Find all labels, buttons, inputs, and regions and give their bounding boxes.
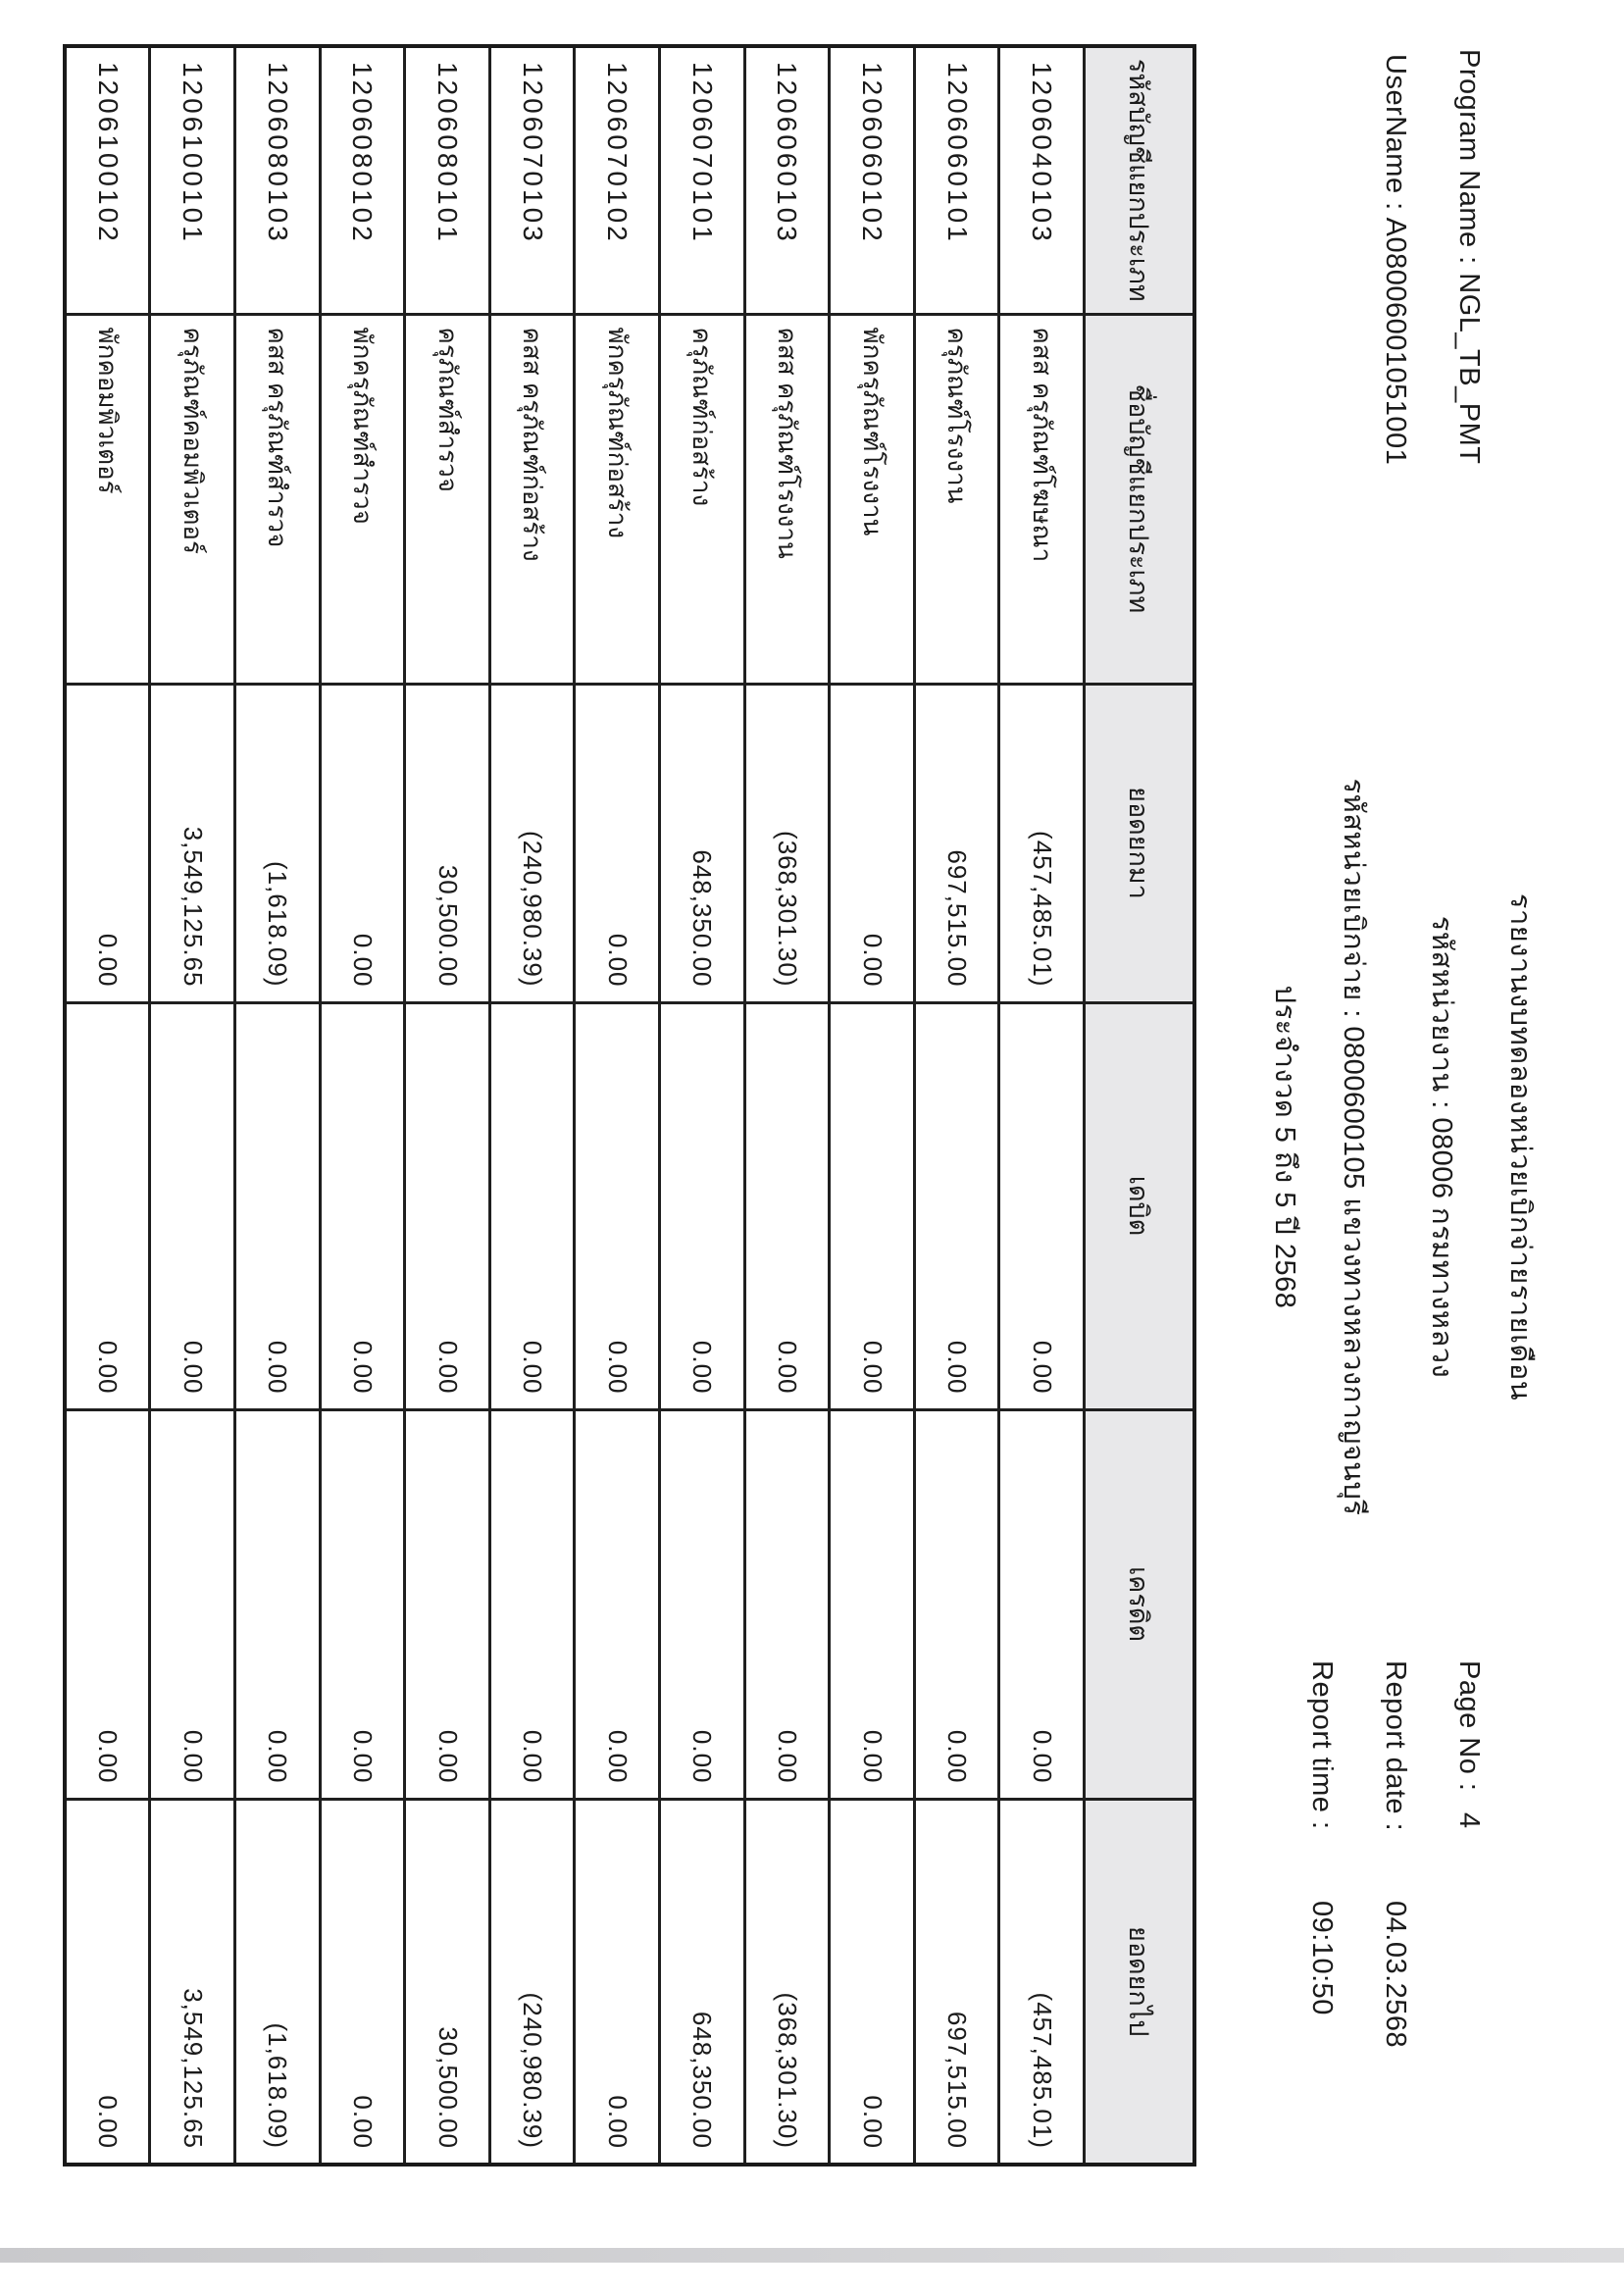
- page-no-value: 4: [1453, 1812, 1485, 1829]
- table-row: [830, 46, 915, 2165]
- period-line: ประจำงวด 5 ถึง 5 ปี 2568: [1269, 985, 1300, 1309]
- cell-debit: 0.00: [660, 1002, 745, 1409]
- cell-opening-balance: (457,485.01): [999, 684, 1085, 1002]
- cell-opening-balance: (368,301.30): [744, 684, 830, 1002]
- table-row: [405, 46, 490, 2165]
- cell-account-name: พักครุภัณฑ์โรงงาน: [830, 314, 915, 684]
- cell-credit: 0.00: [575, 1409, 660, 1799]
- cell-account-code: 1206060101: [914, 46, 999, 314]
- cell-account-name: ครุภัณฑ์คอมพิวเตอร์: [150, 314, 235, 684]
- table-row: [65, 46, 150, 2165]
- cell-opening-balance: 3,549,125.65: [150, 684, 235, 1002]
- table-row: [235, 46, 321, 2165]
- cell-account-name: พักครุภัณฑ์สำรวจ: [320, 314, 405, 684]
- cell-account-name: คสส ครุภัณฑ์สำรวจ: [235, 314, 321, 684]
- cell-account-name: พักครุภัณฑ์ก่อสร้าง: [575, 314, 660, 684]
- cell-debit: 0.00: [489, 1002, 575, 1409]
- cell-account-name: พักคอมพิวเตอร์: [65, 314, 150, 684]
- cell-credit: 0.00: [405, 1409, 490, 1799]
- cell-closing-balance: 0.00: [830, 1799, 915, 2165]
- table-body: [65, 46, 1085, 2165]
- cell-closing-balance: 3,549,125.65: [150, 1799, 235, 2165]
- col-header-opening-balance: ยอดยกมา: [1085, 684, 1195, 1002]
- cell-account-code: 1206070101: [660, 46, 745, 314]
- cell-account-name: คสส ครุภัณฑ์โฆษณา: [999, 314, 1085, 684]
- table-header-row: [1085, 46, 1195, 2165]
- col-header-closing-balance: ยอดยกไป: [1085, 1799, 1195, 2165]
- cell-debit: 0.00: [405, 1002, 490, 1409]
- table-row: [744, 46, 830, 2165]
- disbursement-unit-line: รหัสหน่วยเบิกจ่าย : 0800600105 แขวงทางหลวงกาญจนบุรี: [1338, 778, 1369, 1516]
- cell-account-code: 1206060102: [830, 46, 915, 314]
- table-header: [1085, 46, 1195, 2165]
- cell-credit: 0.00: [489, 1409, 575, 1799]
- cell-closing-balance: (368,301.30): [744, 1799, 830, 2165]
- cell-account-name: ครุภัณฑ์สำรวจ: [405, 314, 490, 684]
- trial-balance-table: [63, 44, 1196, 2167]
- cell-opening-balance: 648,350.00: [660, 684, 745, 1002]
- cell-credit: 0.00: [999, 1409, 1085, 1799]
- cell-opening-balance: 697,515.00: [914, 684, 999, 1002]
- cell-debit: 0.00: [744, 1002, 830, 1409]
- cell-closing-balance: 30,500.00: [405, 1799, 490, 2165]
- report-title: รายงานงบทดลองหน่วยเบิกจ่ายรายเดือน: [1504, 892, 1536, 1402]
- cell-credit: 0.00: [914, 1409, 999, 1799]
- cell-opening-balance: 0.00: [320, 684, 405, 1002]
- cell-closing-balance: 0.00: [65, 1799, 150, 2165]
- cell-account-code: 1206060103: [744, 46, 830, 314]
- report-time-label: Report time :: [1306, 1660, 1338, 1830]
- cell-closing-balance: 0.00: [320, 1799, 405, 2165]
- cell-debit: 0.00: [235, 1002, 321, 1409]
- cell-account-code: 1206100102: [65, 46, 150, 314]
- col-header-credit: เครดิต: [1085, 1409, 1195, 1799]
- col-header-account-code: รหัสบัญชีแยกประเภท: [1085, 46, 1195, 314]
- username-line: UserName : A08006001051001: [1380, 54, 1411, 466]
- cell-account-code: 1206080102: [320, 46, 405, 314]
- col-header-debit: เดบิต: [1085, 1002, 1195, 1409]
- scanner-artifact-band: [0, 2248, 1624, 2263]
- table-row: [150, 46, 235, 2165]
- cell-account-code: 1206080103: [235, 46, 321, 314]
- cell-opening-balance: 0.00: [830, 684, 915, 1002]
- cell-account-code: 1206070103: [489, 46, 575, 314]
- report-time-value: 09:10:50: [1306, 1901, 1338, 2015]
- cell-debit: 0.00: [830, 1002, 915, 1409]
- cell-debit: 0.00: [914, 1002, 999, 1409]
- cell-debit: 0.00: [575, 1002, 660, 1409]
- cell-credit: 0.00: [830, 1409, 915, 1799]
- table-row: [575, 46, 660, 2165]
- cell-credit: 0.00: [65, 1409, 150, 1799]
- report-date-label: Report date :: [1380, 1660, 1411, 1832]
- col-header-account-name: ชื่อบัญชีแยกประเภท: [1085, 314, 1195, 684]
- table-row: [320, 46, 405, 2165]
- cell-debit: 0.00: [999, 1002, 1085, 1409]
- cell-closing-balance: 697,515.00: [914, 1799, 999, 2165]
- cell-account-name: คสส ครุภัณฑ์ก่อสร้าง: [489, 314, 575, 684]
- cell-account-name: คสส ครุภัณฑ์โรงงาน: [744, 314, 830, 684]
- cell-closing-balance: 648,350.00: [660, 1799, 745, 2165]
- cell-credit: 0.00: [235, 1409, 321, 1799]
- cell-opening-balance: 0.00: [65, 684, 150, 1002]
- cell-debit: 0.00: [65, 1002, 150, 1409]
- program-name-line: Program Name : NGL_TB_PMT: [1453, 49, 1485, 465]
- cell-credit: 0.00: [660, 1409, 745, 1799]
- cell-account-name: ครุภัณฑ์ก่อสร้าง: [660, 314, 745, 684]
- page-no-label: Page No :: [1453, 1660, 1485, 1792]
- table-row: [914, 46, 999, 2165]
- table-row: [660, 46, 745, 2165]
- cell-credit: 0.00: [320, 1409, 405, 1799]
- unit-code-line: รหัสหน่วยงาน : 08006 กรมทางหลวง: [1426, 915, 1457, 1379]
- cell-opening-balance: 30,500.00: [405, 684, 490, 1002]
- cell-closing-balance: 0.00: [575, 1799, 660, 2165]
- cell-closing-balance: (240,980.39): [489, 1799, 575, 2165]
- cell-credit: 0.00: [744, 1409, 830, 1799]
- cell-account-code: 1206070102: [575, 46, 660, 314]
- table-row: [999, 46, 1085, 2165]
- cell-credit: 0.00: [150, 1409, 235, 1799]
- cell-closing-balance: (1,618.09): [235, 1799, 321, 2165]
- cell-account-code: 1206080101: [405, 46, 490, 314]
- cell-opening-balance: (240,980.39): [489, 684, 575, 1002]
- cell-opening-balance: (1,618.09): [235, 684, 321, 1002]
- report-date-value: 04.03.2568: [1380, 1901, 1411, 2049]
- cell-debit: 0.00: [150, 1002, 235, 1409]
- cell-opening-balance: 0.00: [575, 684, 660, 1002]
- cell-debit: 0.00: [320, 1002, 405, 1409]
- cell-account-name: ครุภัณฑ์โรงงาน: [914, 314, 999, 684]
- cell-closing-balance: (457,485.01): [999, 1799, 1085, 2165]
- cell-account-code: 1206040103: [999, 46, 1085, 314]
- table-row: [489, 46, 575, 2165]
- cell-account-code: 1206100101: [150, 46, 235, 314]
